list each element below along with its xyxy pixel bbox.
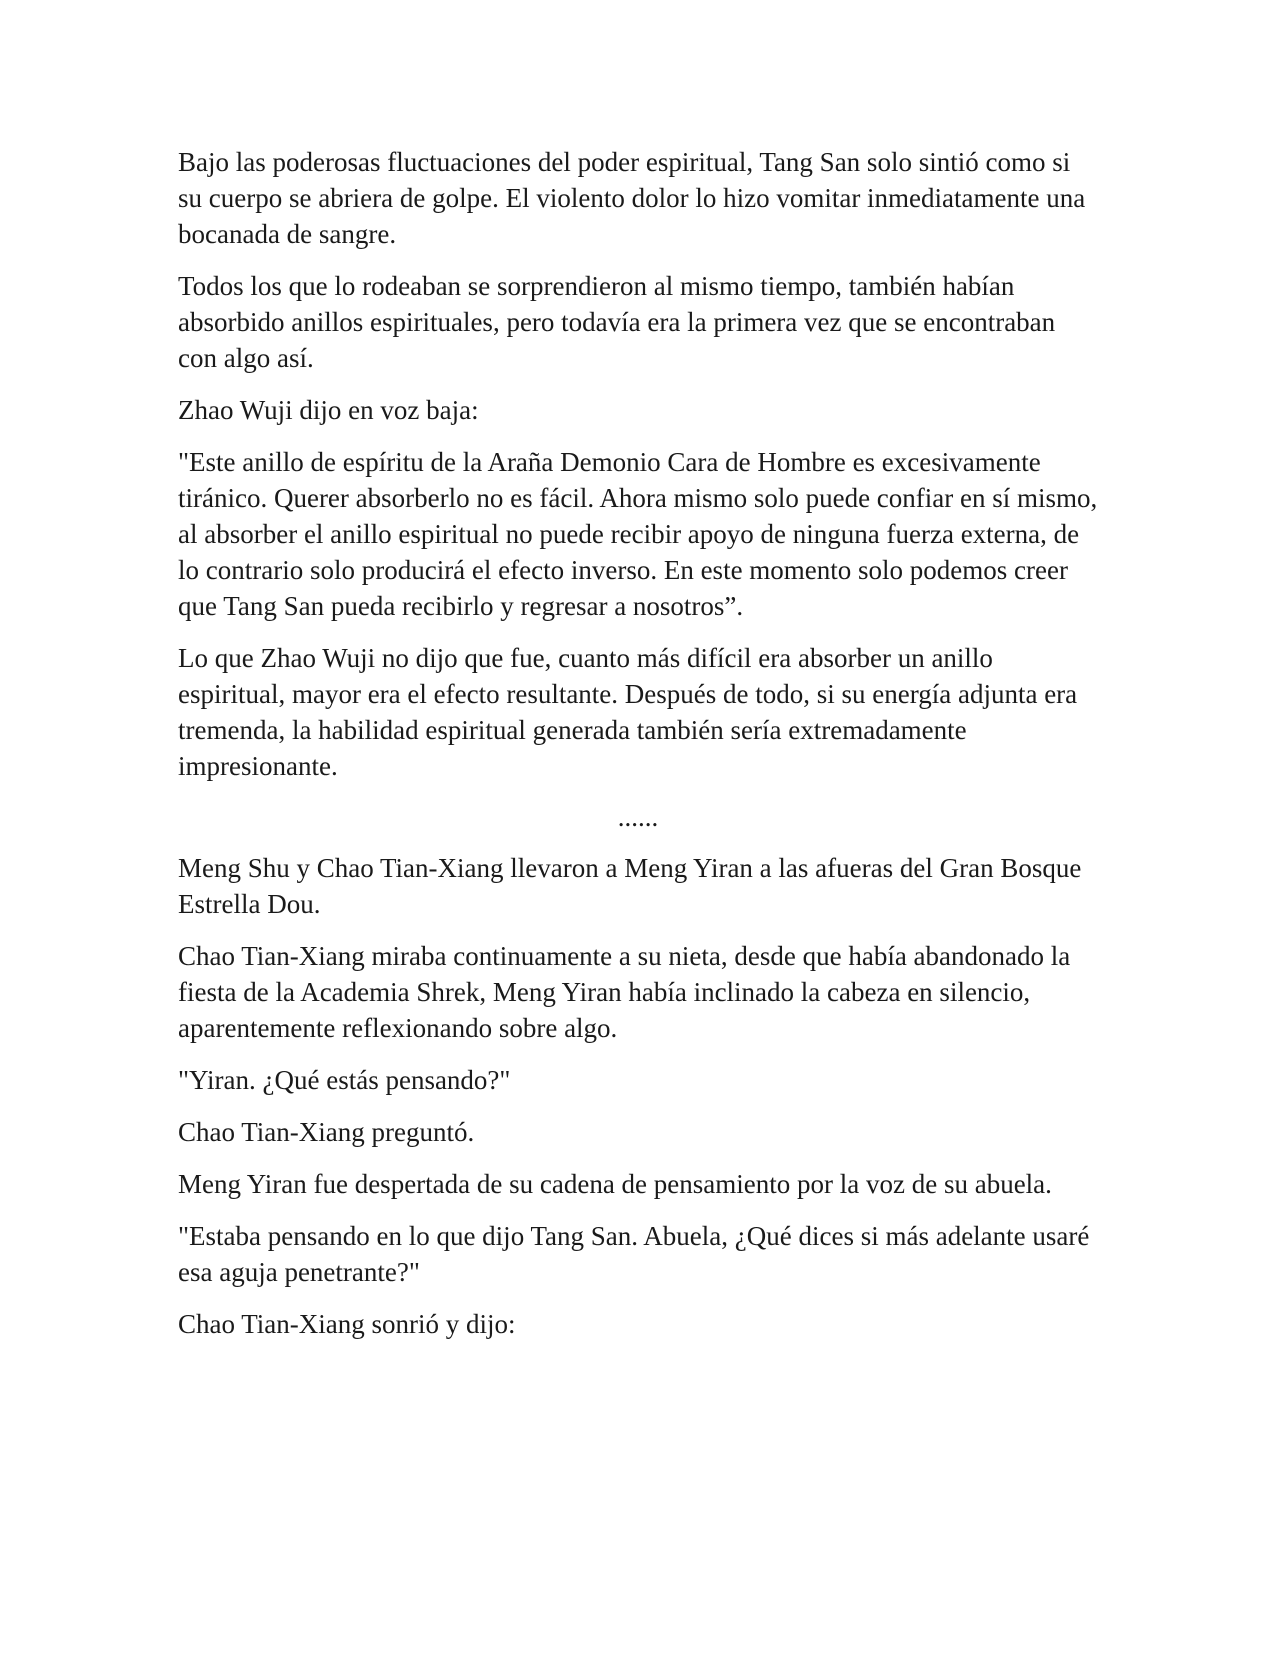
paragraph-9: Chao Tian-Xiang preguntó. — [178, 1117, 475, 1147]
paragraph-8: "Yiran. ¿Qué estás pensando?" — [178, 1065, 511, 1095]
paragraph-2: Todos los que lo rodeaban se sorprendieron al mismo tiempo, también habían absorbido anillos espirituales, pero todavía era la primera vez que se encontraban con algo así. — [178, 271, 1056, 373]
paragraph-12: Chao Tian-Xiang sonrió y dijo: — [178, 1309, 516, 1339]
paragraph-3: Zhao Wuji dijo en voz baja: — [178, 395, 479, 425]
paragraph-10: Meng Yiran fue despertada de su cadena de pensamiento por la voz de su abuela. — [178, 1169, 1052, 1199]
document-page — [178, 144, 1098, 1358]
paragraph-11: "Estaba pensando en lo que dijo Tang San. Abuela, ¿Qué dices si más adelante usaré esa aguja penetrante?" — [178, 1221, 1090, 1287]
paragraph-5: Lo que Zhao Wuji no dijo que fue, cuanto más difícil era absorber un anillo espiritual, mayor era el efecto resultante. Después de todo, si su energía adjunta era tremenda, la habilidad espiritual generada también sería extremadamente impresionante. — [178, 643, 1078, 781]
paragraph-1: Bajo las poderosas fluctuaciones del poder espiritual, Tang San solo sintió como si su cuerpo se abriera de golpe. El violento dolor lo hizo vomitar inmediatamente una bocanada de sangre. — [178, 147, 1086, 249]
paragraph-7: Chao Tian-Xiang miraba continuamente a su nieta, desde que había abandonado la fiesta de la Academia Shrek, Meng Yiran había inclinado la cabeza en silencio, aparentemente reflexionando sobre algo. — [178, 941, 1071, 1043]
section-separator: ...... — [617, 802, 659, 832]
paragraph-6: Meng Shu y Chao Tian-Xiang llevaron a Meng Yiran a las afueras del Gran Bosque Estrella Dou. — [178, 853, 1082, 919]
paragraph-4: "Este anillo de espíritu de la Araña Demonio Cara de Hombre es excesivamente tiránico. Querer absorberlo no es fácil. Ahora mismo solo puede confiar en sí mismo, al absorber el anillo espiritual no puede recibir apoyo de ninguna fuerza externa, de lo contrario solo producirá el efecto inverso. En este momento solo podemos creer que Tang San pueda recibirlo y regresar a nosotros”. — [178, 447, 1098, 621]
